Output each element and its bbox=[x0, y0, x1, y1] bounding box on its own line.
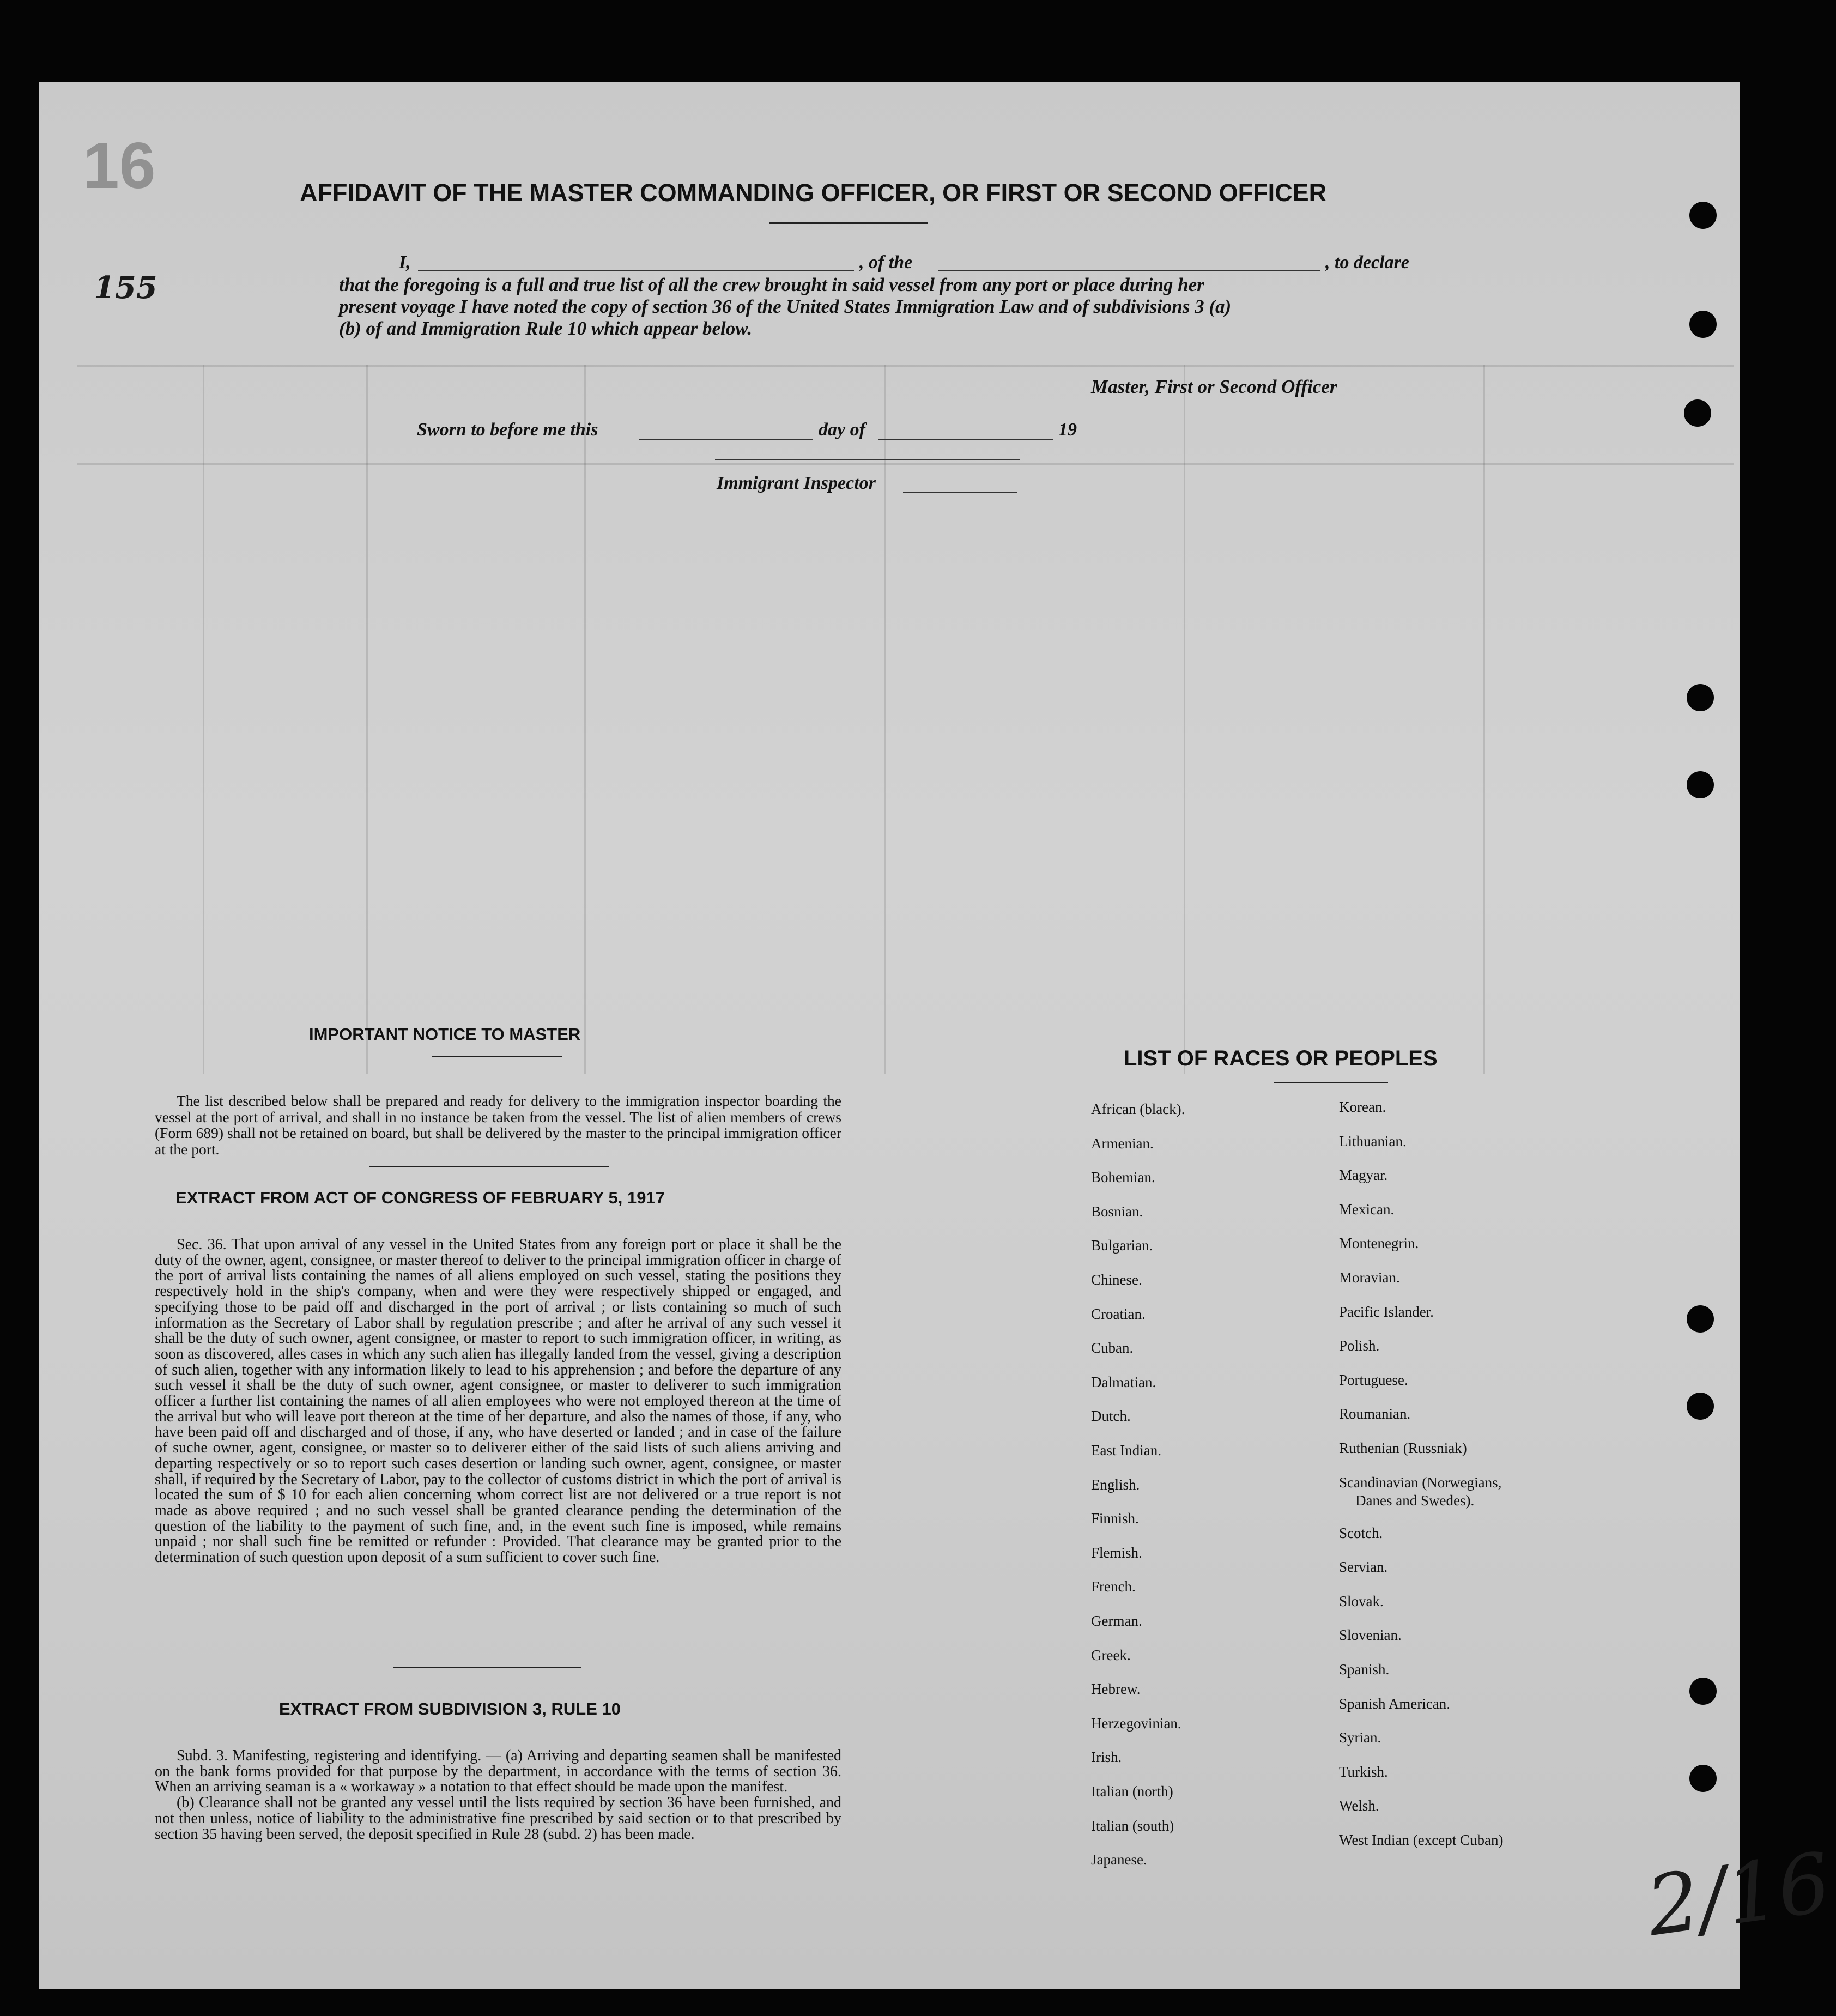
notice-underline bbox=[432, 1056, 562, 1057]
month-blank bbox=[878, 439, 1053, 440]
punch-hole bbox=[1687, 1393, 1714, 1420]
affidavit-to-declare: , to declare bbox=[1325, 252, 1409, 273]
title-underline bbox=[769, 222, 928, 224]
affidavit-of-the: , of the bbox=[859, 252, 913, 273]
inspector-label: Immigrant Inspector bbox=[717, 473, 876, 493]
notice-text bbox=[155, 1093, 841, 1157]
races-underline bbox=[1274, 1082, 1388, 1083]
handwritten-number: 155 bbox=[94, 270, 157, 306]
notice-paragraph: The list described below shall be prepared and ready for delivery to the immigration inspector boarding the vessel at the port of arrival, and shall in no instance be taken from the vessel. The list of alien members of crews (Form 689) shall not be retained on board, but shall be delivered by the master to the principal immigration officer at the port. bbox=[155, 1092, 841, 1158]
bleed-through-rule bbox=[77, 463, 1734, 465]
race-item: Irish. bbox=[1091, 1749, 1122, 1766]
race-item: Turkish. bbox=[1339, 1763, 1388, 1780]
race-item: Welsh. bbox=[1339, 1797, 1379, 1814]
race-item: Bohemian. bbox=[1091, 1169, 1155, 1186]
race-item: Bosnian. bbox=[1091, 1203, 1143, 1220]
affidavit-title: AFFIDAVIT OF THE MASTER COMMANDING OFFICER, OR FIRST OR SECOND OFFICER bbox=[300, 179, 1327, 207]
section-divider bbox=[393, 1667, 581, 1668]
race-item: Italian (north) bbox=[1091, 1783, 1173, 1800]
day-of-label: day of bbox=[819, 420, 865, 440]
race-item: Herzegovinian. bbox=[1091, 1715, 1181, 1732]
rule-extract-text bbox=[155, 1748, 841, 1842]
bleed-through-rule bbox=[77, 365, 1734, 367]
race-item: Bulgarian. bbox=[1091, 1237, 1153, 1254]
race-item: Servian. bbox=[1339, 1559, 1388, 1576]
punch-hole bbox=[1689, 1765, 1717, 1792]
act-section-36: Sec. 36. That upon arrival of any vessel in the United States from any foreign port or place it shall be the duty of the owner, agent, consignee, or master thereof to deliver to the principal immigration officer in charge of the port of arrival lists containing the names of all aliens employed on such vessel, stating the positions they respectively hold in the ship's company, when and were they were respectively shipped or engaged, and specifying those to be paid off and discharged in the port of arrival ; or lists containing so much of such information as the Secretary of Labor shall by regulation prescribe ; and after he arrival of any such vessel it shall be the duty of such owner, agent consignee, or master to report to such immigration officer, in writing, as soon as discovered, alles cases in which any such alien has illegally landed from the vessel, giving a description of such alien, together with any information likely to lead to his apprehension ; and before the departure of any such vessel it shall be the duty of such owner, agent consignee, or master to deliverer to such immigration officer a further list containing the names of all alien employees who were not employed thereon at the time of the arrival but who will leave port thereon at the time of her departure, and also the names of those, if any, who have been paid off and discharged and of those, if any, who have deserted or landed ; and in case of the failure of suche owner, agent, consignee, or master so to deliverer either of the said lists of such aliens arriving and departing respectively or so to report such cases desertion or landing such owner, agent, consignee, or master shall, if required by the Secretary of Labor, pay to the collector of customs district in which the port of arrival is located the sum of $ 10 for each alien concerning whom correct list are not delivered or a true report is not made as above required ; and no such vessel shall be granted clearance pending the determination of the question of the liability to the payment of such fine, and, in the event such fine is imposed, while remains unpaid ; nor shall such fine be remitted or refunder : Provided. That clearance may be granted prior to the determination of such question upon deposit of a sum sufficient to cover such fine. bbox=[155, 1236, 841, 1566]
race-item: Syrian. bbox=[1339, 1729, 1381, 1746]
race-item: Danes and Swedes). bbox=[1355, 1492, 1475, 1509]
punch-hole bbox=[1687, 684, 1714, 711]
punch-hole bbox=[1687, 1305, 1714, 1333]
races-title: LIST OF RACES OR PEOPLES bbox=[1124, 1046, 1438, 1070]
handwritten-margin-mark: 2/16 bbox=[1641, 1835, 1836, 1955]
notice-title: IMPORTANT NOTICE TO MASTER bbox=[309, 1025, 581, 1044]
bleed-through-rule bbox=[366, 365, 368, 1074]
bleed-through-rule bbox=[1483, 365, 1485, 1074]
rule-extract-title: EXTRACT FROM SUBDIVISION 3, RULE 10 bbox=[279, 1699, 621, 1718]
affidavit-i: I, bbox=[399, 252, 411, 273]
affidavit-line-4: (b) of and Immigration Rule 10 which appear below. bbox=[339, 318, 753, 339]
race-item: Cuban. bbox=[1091, 1340, 1134, 1357]
race-item: East Indian. bbox=[1091, 1442, 1161, 1458]
year-label: 19 bbox=[1058, 420, 1077, 440]
rule-subdivision-a: Subd. 3. Manifesting, registering and identifying. — (a) Arriving and departing seamen shall be manifested on the bank forms provided for that purpose by the department, in accordance with the terms of section 36. When an arriving seaman is a « workaway » a notation to that effect should be made upon the manifest. bbox=[155, 1747, 841, 1796]
bleed-through-rule bbox=[584, 365, 586, 1074]
document-page bbox=[39, 82, 1836, 1989]
race-item: Italian (south) bbox=[1091, 1817, 1174, 1834]
race-item: German. bbox=[1091, 1613, 1142, 1629]
stamp-number: 16 bbox=[83, 129, 156, 202]
race-item: Polish. bbox=[1339, 1337, 1380, 1354]
race-item: Croatian. bbox=[1091, 1305, 1146, 1322]
race-item: French. bbox=[1091, 1578, 1136, 1595]
act-extract-text bbox=[155, 1237, 841, 1566]
race-item: Korean. bbox=[1339, 1099, 1386, 1115]
race-item: Spanish. bbox=[1339, 1661, 1390, 1678]
race-item: Hebrew. bbox=[1091, 1681, 1141, 1698]
inspector-signature-blank bbox=[715, 459, 1020, 460]
race-item: Greek. bbox=[1091, 1646, 1131, 1663]
race-item: Pacific Islander. bbox=[1339, 1303, 1434, 1320]
bleed-through-rule bbox=[884, 365, 886, 1074]
bleed-through-rule bbox=[203, 365, 204, 1074]
race-item: Portuguese. bbox=[1339, 1371, 1408, 1388]
name-blank bbox=[418, 270, 854, 271]
sworn-label: Sworn to before me this bbox=[417, 420, 598, 440]
race-item: Moravian. bbox=[1339, 1269, 1400, 1286]
punch-hole bbox=[1689, 1678, 1717, 1705]
race-item: Ruthenian (Russniak) bbox=[1339, 1440, 1467, 1456]
race-item: Chinese. bbox=[1091, 1272, 1142, 1288]
race-item: Slovak. bbox=[1339, 1593, 1384, 1609]
race-item: Roumanian. bbox=[1339, 1406, 1411, 1422]
race-item: English. bbox=[1091, 1476, 1140, 1493]
vessel-blank bbox=[938, 270, 1320, 271]
race-item: Scotch. bbox=[1339, 1524, 1383, 1541]
punch-hole bbox=[1689, 311, 1717, 338]
race-item: Scandinavian (Norwegians, bbox=[1339, 1474, 1502, 1491]
affidavit-line-3: present voyage I have noted the copy of section 36 of the United States Immigration Law and of subdivisions 3 (a) bbox=[339, 296, 1232, 317]
race-item: Dutch. bbox=[1091, 1408, 1131, 1425]
race-item: West Indian (except Cuban) bbox=[1339, 1832, 1504, 1848]
race-item: Spanish American. bbox=[1339, 1695, 1450, 1712]
section-divider bbox=[369, 1166, 609, 1167]
race-item: Slovenian. bbox=[1339, 1627, 1402, 1644]
race-item: Finnish. bbox=[1091, 1510, 1139, 1527]
punch-hole bbox=[1687, 771, 1714, 798]
rule-subdivision-b: (b) Clearance shall not be granted any vessel until the lists required by section 36 have been furnished, and not then unless, notice of liability to the administrative fine prescribed by said section or to that prescribed by section 35 having been served, the deposit specified in Rule 28 (subd. 2) has been made. bbox=[155, 1794, 841, 1843]
race-item: Japanese. bbox=[1091, 1851, 1147, 1868]
race-item: Dalmatian. bbox=[1091, 1373, 1156, 1390]
race-item: Mexican. bbox=[1339, 1201, 1395, 1218]
race-item: Flemish. bbox=[1091, 1544, 1142, 1561]
inspector-blank bbox=[903, 492, 1017, 493]
race-item: Armenian. bbox=[1091, 1135, 1154, 1152]
affidavit-line-2: that the foregoing is a full and true list of all the crew brought in said vessel from any port or place during her bbox=[339, 274, 1204, 295]
punch-hole bbox=[1689, 202, 1717, 229]
bleed-through-rule bbox=[1184, 365, 1185, 1074]
race-item: Lithuanian. bbox=[1339, 1133, 1407, 1149]
race-item: Montenegrin. bbox=[1339, 1235, 1419, 1252]
act-extract-title: EXTRACT FROM ACT OF CONGRESS OF FEBRUARY 5, 1917 bbox=[175, 1188, 665, 1207]
race-item: Magyar. bbox=[1339, 1167, 1388, 1184]
master-signature-label: Master, First or Second Officer bbox=[1091, 376, 1337, 397]
race-item: African (black). bbox=[1091, 1101, 1185, 1117]
punch-hole bbox=[1684, 399, 1711, 427]
sworn-day-blank bbox=[639, 439, 813, 440]
